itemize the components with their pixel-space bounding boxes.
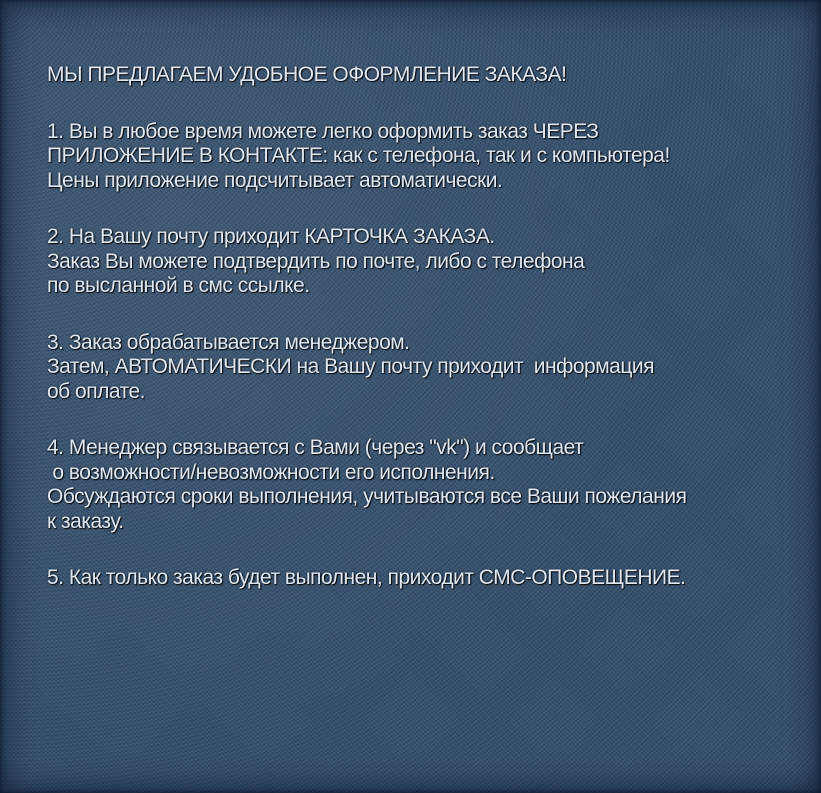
step-4-line-3: Обсуждаются сроки выполнения, учитываются все Ваши пожелания <box>47 485 687 508</box>
step-2-line-1: 2. На Вашу почту приходит КАРТОЧКА ЗАКАЗА. <box>47 225 495 248</box>
step-3-line-1: 3. Заказ обрабатывается менеджером. <box>47 330 410 354</box>
step-4 <box>47 436 815 534</box>
step-5-line-1: 5. Как только заказ будет выполнен, приходит СМС-ОПОВЕЩЕНИЕ. <box>47 566 686 589</box>
step-2-line-3: по высланной в смс ссылке. <box>47 274 310 297</box>
step-3-line-3: об оплате. <box>47 379 145 403</box>
step-1-line-3: Цены приложение подсчитывает автоматически. <box>47 168 503 192</box>
step-1-line-2: ПРИЛОЖЕНИЕ В КОНТАКТЕ: как с телефона, так и с компьютера! <box>47 144 670 167</box>
step-4-line-4: к заказу. <box>47 509 124 533</box>
step-1-line-1: 1. Вы в любое время можете легко оформить заказ ЧЕРЕЗ <box>47 119 599 143</box>
order-info-text <box>47 63 815 623</box>
step-4-line-1: 4. Менеджер связывается с Вами (через "vk") и сообщает <box>47 436 584 459</box>
step-4-line-2: о возможности/невозможности его исполнения. <box>47 460 495 484</box>
step-3-line-2: Затем, АВТОМАТИЧЕСКИ на Вашу почту приходит информация <box>47 355 654 378</box>
step-1 <box>47 120 815 194</box>
step-5 <box>47 566 815 591</box>
step-3 <box>47 331 815 405</box>
step-2 <box>47 225 815 299</box>
step-2-line-2: Заказ Вы можете подтвердить по почте, либо с телефона <box>47 249 585 273</box>
heading: МЫ ПРЕДЛАГАЕМ УДОБНОЕ ОФОРМЛЕНИЕ ЗАКАЗА! <box>47 63 567 86</box>
